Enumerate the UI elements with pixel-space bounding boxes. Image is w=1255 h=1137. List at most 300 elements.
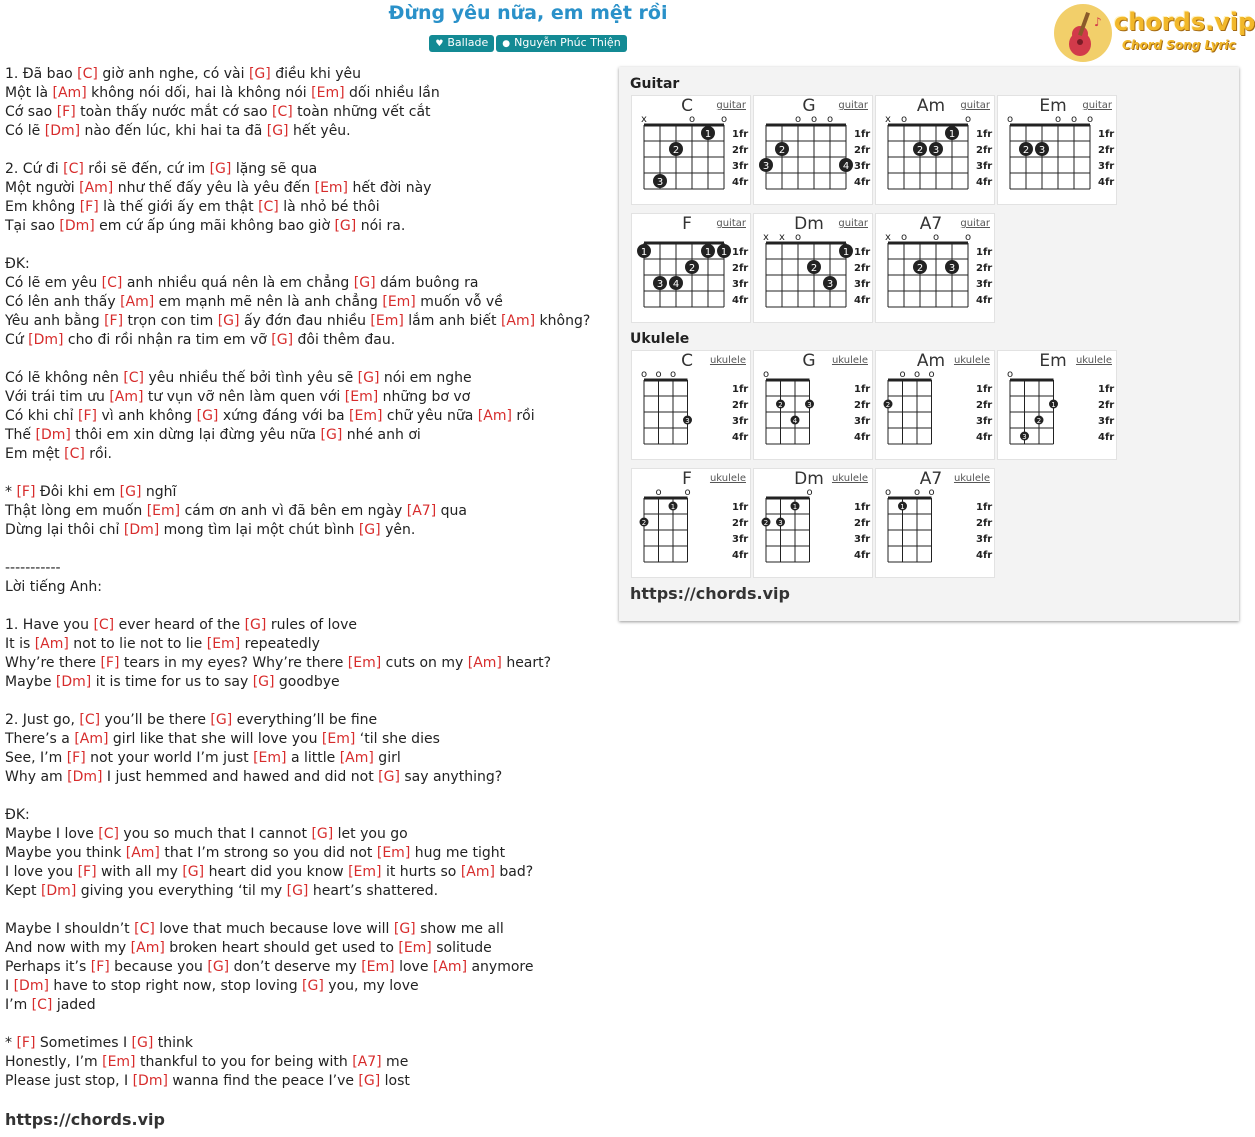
chord-tag[interactable]: [G] (252, 674, 275, 690)
chord-name: F (682, 214, 692, 234)
lyric-text: Đôi khi em (35, 484, 120, 500)
lyric-text: hết yêu. (288, 123, 351, 139)
lyric-text: trọn con tim (123, 313, 218, 329)
chord-tag[interactable]: [G] (378, 769, 400, 785)
chord-tag[interactable]: [C] (93, 617, 115, 633)
chord-tag[interactable]: [G] (358, 1073, 381, 1089)
artist-label: Nguyễn Phúc Thiện (514, 36, 621, 49)
chord-tag[interactable]: [A7] (352, 1054, 382, 1070)
chord-tag[interactable]: [C] (258, 199, 279, 215)
chord-tag[interactable]: [G] (182, 864, 205, 880)
lyric-line (5, 901, 610, 920)
lyric-text: rồi sẽ đến, cứ im (83, 161, 210, 177)
instrument-link[interactable]: guitar (838, 100, 868, 111)
chord-tag[interactable]: [C] (64, 446, 85, 462)
fret-label: 3fr (732, 161, 749, 172)
chord-tag[interactable]: [F] (79, 199, 99, 215)
guitar-logo-icon (1054, 4, 1112, 62)
chord-tag[interactable]: [Dm] (44, 123, 81, 139)
lyric-text: I’m (5, 997, 32, 1013)
lyric-text: don’t deserve my (229, 959, 362, 975)
chord-tag[interactable]: [Dm] (13, 978, 49, 994)
fret-label: 2fr (732, 400, 749, 411)
chord-tag[interactable]: [Em] (253, 750, 287, 766)
lyric-text: mong tìm lại một chút bình (159, 522, 359, 538)
fret-label: 3fr (976, 161, 993, 172)
fret-label: 3fr (732, 534, 749, 545)
fret-label: 3fr (976, 416, 993, 427)
chord-tag[interactable]: [Dm] (123, 522, 160, 538)
chord-tag[interactable]: [Em] (348, 864, 382, 880)
lyric-line (5, 825, 610, 844)
chord-card-guitar-am[interactable] (875, 95, 995, 205)
open-string-mark: o (932, 232, 940, 243)
lyric-text: nhé anh ơi (342, 427, 421, 443)
open-string-mark: o (1006, 114, 1014, 125)
fretboard-diagram (876, 351, 994, 459)
instrument-link[interactable]: ukulele (953, 355, 990, 366)
chord-tag[interactable]: [Em] (314, 180, 349, 196)
instrument-link[interactable]: ukulele (831, 355, 868, 366)
fretboard-diagram (876, 214, 994, 322)
lyric-text: me (381, 1054, 409, 1070)
chord-tag[interactable]: [G] (271, 332, 294, 348)
open-string-mark: o (794, 232, 802, 243)
lyric-text: Một người (5, 180, 80, 196)
instrument-link[interactable]: ukulele (709, 473, 746, 484)
chord-tag[interactable]: [G] (244, 617, 267, 633)
finger-number: 4 (672, 279, 680, 290)
fret-label: 1fr (976, 247, 993, 258)
site-logo[interactable] (1054, 4, 1255, 62)
lyric-line (5, 844, 610, 863)
muted-string-mark: x (885, 114, 891, 125)
chord-tag[interactable]: [F] (16, 1035, 36, 1051)
finger-number: 3 (778, 519, 783, 527)
lyric-text: wanna find the peace I’ve (167, 1073, 359, 1089)
open-string-mark: o (964, 114, 972, 125)
lyric-text: 2. Cứ đi (5, 161, 64, 177)
chord-tag[interactable]: [G] (320, 427, 343, 443)
lyric-text: lắm anh biết (403, 313, 501, 329)
finger-number: 3 (656, 177, 664, 188)
chord-tag[interactable]: [Am] (74, 731, 109, 747)
open-string-mark: o (688, 114, 696, 125)
lyric-text: Em mệt (5, 446, 65, 462)
fret-label: 1fr (854, 384, 871, 395)
lyric-text: yên. (380, 522, 416, 538)
instrument-link[interactable]: guitar (960, 218, 990, 229)
lyric-text: nói ra. (356, 218, 406, 234)
chord-tag[interactable]: [Em] (370, 313, 404, 329)
chord-name: Dm (794, 214, 824, 234)
chord-name: Em (1039, 96, 1067, 116)
chord-tag[interactable]: [Am] (432, 959, 468, 975)
lyric-text: dối nhiều lần (344, 85, 440, 101)
instrument-link[interactable]: guitar (716, 100, 746, 111)
chord-card-ukulele-em[interactable] (997, 350, 1117, 460)
lyric-text: I just hemmed and hawed and did not (102, 769, 379, 785)
chord-tag[interactable]: [Am] (125, 845, 160, 861)
chord-card-ukulele-dm[interactable] (753, 468, 873, 578)
chord-tag[interactable]: [Dm] (55, 674, 92, 690)
chord-card-guitar-c[interactable] (631, 95, 751, 205)
lyric-text: đôi thêm đau. (293, 332, 396, 348)
finger-number: 3 (948, 263, 956, 274)
lyric-line (5, 198, 610, 217)
chord-tag[interactable]: [Em] (321, 731, 356, 747)
fretboard-diagram (754, 96, 872, 204)
chord-tag[interactable]: [Dm] (59, 218, 95, 234)
fret-label: 4fr (1098, 177, 1115, 188)
lyric-text: love that much because love will (154, 921, 394, 937)
guitar-heading: Guitar (630, 76, 680, 92)
lyric-text: nói em nghe (379, 370, 472, 386)
chord-tag[interactable]: [G] (311, 826, 334, 842)
lyric-line (5, 768, 610, 787)
instrument-link[interactable]: guitar (838, 218, 868, 229)
chord-tag[interactable]: [F] (66, 750, 86, 766)
chord-card-ukulele-f[interactable] (631, 468, 751, 578)
lyric-text: Có lẽ không nên (5, 370, 124, 386)
fret-label: 4fr (854, 177, 871, 188)
instrument-link[interactable]: ukulele (953, 473, 990, 484)
chord-tag[interactable]: [C] (134, 921, 155, 937)
chord-tag[interactable]: [F] (16, 484, 36, 500)
lyric-text: Maybe you think (5, 845, 126, 861)
fret-label: 3fr (854, 279, 871, 290)
chord-tag[interactable]: [Em] (102, 1054, 136, 1070)
finger-number: 3 (807, 401, 812, 409)
chord-tag[interactable]: [G] (357, 370, 380, 386)
lyric-text: 1. Have you (5, 617, 94, 633)
open-string-mark: o (884, 487, 892, 498)
finger-number: 2 (688, 263, 696, 274)
open-string-mark: o (720, 114, 728, 125)
fret-label: 3fr (854, 416, 871, 427)
chord-tag[interactable]: [G] (353, 275, 376, 291)
fret-label: 4fr (854, 550, 871, 561)
finger-number: 3 (1038, 145, 1046, 156)
fretboard-diagram (632, 214, 750, 322)
chord-tag[interactable]: [C] (271, 104, 293, 120)
chord-tag[interactable]: [Am] (109, 389, 144, 405)
lyric-line (5, 654, 610, 673)
lyric-text: it hurts so (381, 864, 461, 880)
lyric-text: say anything? (399, 769, 503, 785)
chord-tag[interactable]: [G] (266, 123, 289, 139)
lyric-text: Thế (5, 427, 36, 443)
chord-tag[interactable]: [Dm] (67, 769, 103, 785)
lyric-text: * (5, 484, 17, 500)
finger-number: 2 (916, 145, 924, 156)
chord-card-guitar-em[interactable] (997, 95, 1117, 205)
chord-tag[interactable]: [F] (90, 959, 110, 975)
lyric-text: jaded (52, 997, 96, 1013)
lyric-line (5, 730, 610, 749)
lyric-text: girl (373, 750, 401, 766)
lyric-text: * (5, 1035, 17, 1051)
lyric-text: everything’ll be fine (232, 712, 378, 728)
lyric-line (5, 407, 610, 426)
chord-name: C (681, 351, 693, 371)
lyric-text: bad? (494, 864, 534, 880)
lyric-text: think (153, 1035, 194, 1051)
open-string-mark: o (1054, 114, 1062, 125)
instrument-link[interactable]: guitar (960, 100, 990, 111)
lyric-text: toàn thấy nước mắt cớ sao (75, 104, 272, 120)
fret-label: 1fr (854, 502, 871, 513)
lyric-text: tư vụn vỡ nên làm quen với (143, 389, 345, 405)
lyric-text: Em không (5, 199, 80, 215)
lyric-text: hug me tight (410, 845, 506, 861)
chord-tag[interactable]: [Am] (79, 180, 114, 196)
instrument-link[interactable]: guitar (1082, 100, 1112, 111)
open-string-mark: o (669, 369, 677, 380)
chord-tag[interactable]: [G] (302, 978, 324, 994)
chord-card-guitar-f[interactable] (631, 213, 751, 323)
chord-tag[interactable]: [G] (217, 313, 240, 329)
fret-label: 1fr (976, 129, 993, 140)
genre-label: Ballade (447, 36, 489, 49)
svg-text:♪: ♪ (1094, 15, 1102, 29)
finger-number: 3 (656, 279, 664, 290)
instrument-link[interactable]: ukulele (709, 355, 746, 366)
lyric-text: Cứ (5, 332, 29, 348)
lyric-line (5, 331, 610, 350)
lyric-text: I love you (5, 864, 78, 880)
chord-tag[interactable]: [G] (358, 522, 381, 538)
finger-number: 2 (778, 145, 786, 156)
lyric-text: Perhaps it’s (5, 959, 91, 975)
lyric-line (5, 597, 610, 616)
lyric-text: 2. Just go, (5, 712, 80, 728)
chord-name: G (802, 351, 816, 371)
genre-badge[interactable] (429, 35, 494, 52)
fret-label: 3fr (732, 416, 749, 427)
chord-tag[interactable]: [Em] (146, 503, 181, 519)
lyric-line (5, 711, 610, 730)
lyric-text: Maybe I shouldn’t (5, 921, 135, 937)
fretboard-diagram (998, 351, 1116, 459)
lyric-line (5, 863, 610, 882)
artist-badge[interactable] (496, 35, 626, 52)
lyric-line (5, 445, 610, 464)
chord-name: A7 (919, 214, 943, 234)
lyric-line (5, 977, 610, 996)
lyric-text: như thế đấy yêu là yêu đến (113, 180, 315, 196)
lyric-text: xứng đáng với ba (218, 408, 350, 424)
chord-card-ukulele-am[interactable] (875, 350, 995, 460)
fret-label: 4fr (854, 432, 871, 443)
instrument-link[interactable]: ukulele (831, 473, 868, 484)
chord-tag[interactable]: [Em] (344, 389, 379, 405)
fret-label: 2fr (854, 518, 871, 529)
lyric-text: Với trái tim ưu (5, 389, 110, 405)
chord-tag[interactable]: [G] (131, 1035, 154, 1051)
fret-label: 1fr (854, 247, 871, 258)
chord-tag[interactable]: [Dm] (35, 427, 71, 443)
lyric-line (5, 103, 610, 122)
chord-tag[interactable]: [G] (196, 408, 219, 424)
chord-tag[interactable]: [Am] (120, 294, 155, 310)
chord-tag[interactable]: [Am] (460, 864, 495, 880)
fret-label: 3fr (1098, 416, 1115, 427)
fretboard-diagram (754, 351, 872, 459)
fretboard-diagram (632, 351, 750, 459)
lyric-text: là thế giới ấy em thật (98, 199, 259, 215)
lyric-line (5, 882, 610, 901)
fret-label: 4fr (976, 295, 993, 306)
chord-tag[interactable]: [Dm] (132, 1073, 168, 1089)
fret-label: 4fr (1098, 432, 1115, 443)
chord-tag[interactable]: [Em] (361, 959, 395, 975)
lyric-line (5, 141, 610, 160)
finger-number: 2 (778, 401, 783, 409)
chord-tag[interactable]: [G] (207, 959, 230, 975)
site-link[interactable]: https://chords.vip (5, 1110, 165, 1129)
open-string-mark: o (964, 232, 972, 243)
lyric-text: heart did you know (204, 864, 349, 880)
lyric-line (5, 426, 610, 445)
chord-tag[interactable]: [Am] (34, 636, 69, 652)
heart-icon: ♥ (435, 39, 444, 49)
chord-tag[interactable]: [Dm] (28, 332, 64, 348)
lyric-text: not your world I’m just (85, 750, 254, 766)
chord-tag[interactable]: [C] (77, 66, 98, 82)
chord-tag[interactable]: [C] (98, 826, 119, 842)
lyric-text: muốn vỗ về (415, 294, 503, 310)
lyric-text: anh nhiều quá nên là em chẳng (122, 275, 354, 291)
instrument-link[interactable]: ukulele (1075, 355, 1112, 366)
fret-label: 4fr (854, 295, 871, 306)
chord-tag[interactable]: [Em] (382, 294, 416, 310)
lyric-text: Maybe I love (5, 826, 99, 842)
chord-tag[interactable]: [Am] (52, 85, 87, 101)
chord-tag[interactable]: [C] (79, 712, 101, 728)
fret-label: 3fr (854, 534, 871, 545)
fret-label: 3fr (1098, 161, 1115, 172)
lyric-text: ấy đớn đau nhiều (239, 313, 371, 329)
chord-name: A7 (919, 469, 943, 489)
lyric-line (5, 958, 610, 977)
chord-tag[interactable]: [Em] (347, 655, 382, 671)
lyric-text: Có lẽ em yêu (5, 275, 102, 291)
lyric-text: rồi (511, 408, 535, 424)
chord-card-ukulele-a7[interactable] (875, 468, 995, 578)
chord-card-ukulele-g[interactable] (753, 350, 873, 460)
chord-tag[interactable]: [Em] (349, 408, 383, 424)
lyric-text: Sometimes I (35, 1035, 132, 1051)
chord-tag[interactable]: [Em] (206, 636, 241, 652)
lyric-text: lặng sẽ qua (231, 161, 318, 177)
chord-name: Em (1039, 351, 1067, 371)
lyric-text: solitude (431, 940, 492, 956)
chord-card-guitar-dm[interactable] (753, 213, 873, 323)
muted-string-mark: x (779, 232, 785, 243)
lyric-line (5, 502, 610, 521)
chord-tag[interactable]: [C] (63, 161, 84, 177)
chord-card-ukulele-c[interactable] (631, 350, 751, 460)
lyric-line (5, 673, 610, 692)
finger-number: 1 (842, 247, 850, 258)
lyric-line (5, 692, 610, 711)
finger-number: 1 (792, 503, 798, 511)
chord-tag[interactable]: [Dm] (40, 883, 77, 899)
lyric-text: Một là (5, 85, 53, 101)
open-string-mark: o (1070, 114, 1078, 125)
fret-label: 2fr (976, 400, 993, 411)
instrument-link[interactable]: guitar (716, 218, 746, 229)
chord-card-guitar-g[interactable] (753, 95, 873, 205)
chord-tag[interactable]: [Em] (311, 85, 345, 101)
fretboard-diagram (754, 214, 872, 322)
chord-tag[interactable]: [Em] (376, 845, 411, 861)
finger-number: 3 (826, 279, 834, 290)
lyric-text: nghĩ (141, 484, 177, 500)
fret-label: 4fr (732, 295, 749, 306)
lyric-text: ever heard of the (114, 617, 245, 633)
chord-tag[interactable]: [C] (31, 997, 53, 1013)
fret-label: 1fr (976, 502, 993, 513)
chord-tag[interactable]: [Am] (477, 408, 512, 424)
chord-tag[interactable]: [G] (286, 883, 309, 899)
chord-tag[interactable]: [F] (56, 104, 76, 120)
lyric-text: anymore (467, 959, 534, 975)
chord-tag[interactable]: [G] (393, 921, 416, 937)
fret-label: 2fr (1098, 400, 1115, 411)
chord-tag[interactable]: [F] (104, 313, 124, 329)
lyric-text: goodbye (274, 674, 340, 690)
chord-tag[interactable]: [G] (334, 218, 357, 234)
chord-tag[interactable]: [F] (77, 864, 97, 880)
lyric-text: broken heart should get used to (164, 940, 399, 956)
chord-name: Dm (794, 469, 824, 489)
lyric-line (5, 540, 610, 559)
chord-tag[interactable]: [F] (78, 408, 98, 424)
lyric-text: cho đi rồi nhận ra tim em vỡ (63, 332, 272, 348)
chord-tag[interactable]: [C] (101, 275, 123, 291)
lyric-text: repeatedly (240, 636, 320, 652)
chord-tag[interactable]: [G] (209, 161, 232, 177)
lyric-line (5, 350, 610, 369)
chord-name: G (802, 96, 816, 116)
fret-label: 2fr (854, 263, 871, 274)
lyric-text: It is (5, 636, 35, 652)
chord-tag[interactable]: [Em] (398, 940, 432, 956)
lyric-line (5, 749, 610, 768)
chord-tag[interactable]: [Am] (467, 655, 502, 671)
chord-tag[interactable]: [G] (210, 712, 233, 728)
chord-tag[interactable]: [C] (123, 370, 145, 386)
muted-string-mark: x (885, 232, 891, 243)
chord-tag[interactable]: [A7] (406, 503, 437, 519)
chord-tag[interactable]: [Am] (500, 313, 536, 329)
panel-site-link[interactable]: https://chords.vip (630, 584, 790, 603)
chord-tag[interactable]: [F] (100, 655, 120, 671)
chord-tag[interactable]: [Am] (339, 750, 374, 766)
chord-card-guitar-a7[interactable] (875, 213, 995, 323)
chord-tag[interactable]: [Am] (130, 940, 165, 956)
lyric-text: ĐK: (5, 256, 30, 272)
lyric-text: not to lie not to lie (68, 636, 207, 652)
chord-tag[interactable]: [G] (248, 66, 271, 82)
open-string-mark: o (794, 114, 802, 125)
fret-label: 1fr (732, 502, 749, 513)
lyric-text: không nói dối, hai là không nói (86, 85, 312, 101)
chord-tag[interactable]: [G] (119, 484, 142, 500)
lyric-line (5, 806, 610, 825)
